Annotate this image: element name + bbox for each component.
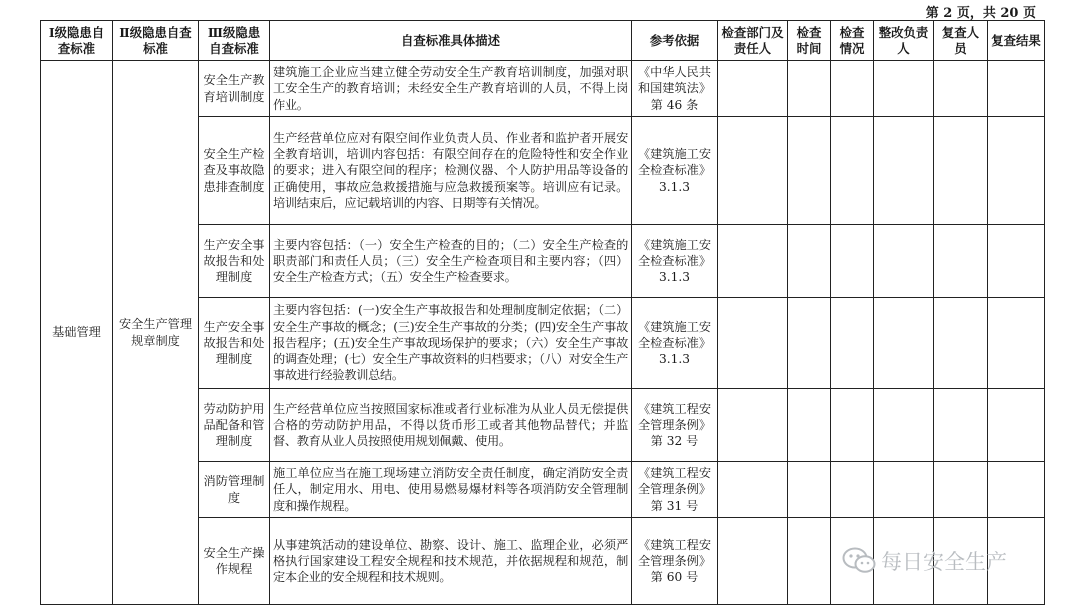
result-cell (988, 462, 1045, 518)
level3-cell: 消防管理制度 (199, 462, 270, 518)
description-cell: 建筑施工企业应当建立健全劳动安全生产教育培训制度，加强对职工安全生产的教育培训；未经安全生产教育培训的人员，不得上岗作业。 (270, 61, 632, 117)
time-cell (788, 117, 831, 225)
header-row (41, 21, 1045, 61)
description-cell: 生产经营单位应对有限空间作业负责人员、作业者和监护者开展安全教育培训，培训内容包括：有限空间存在的危险特性和安全作业的要求；进入有限空间的程序；检测仪器、个人防护用品等设备的正确使用，事故应急救援措施与应急救援预案等。培训应有记录。培训结束后，应记载培训的内容、日期等有关情况。 (270, 117, 632, 225)
header-dept: 检查部门及责任人 (718, 21, 788, 61)
reviewer-cell (934, 117, 988, 225)
status-cell (831, 462, 874, 518)
result-cell (988, 225, 1045, 298)
header-level1: Ⅰ级隐患自查标准 (41, 21, 113, 61)
result-cell (988, 298, 1045, 389)
level3-cell: 劳动防护用品配备和管理制度 (199, 389, 270, 462)
dept-cell (718, 117, 788, 225)
level2-cell: 安全生产管理规章制度 (113, 61, 199, 605)
status-cell (831, 61, 874, 117)
status-cell (831, 518, 874, 605)
header-result: 复查结果 (988, 21, 1045, 61)
header-rectify: 整改负责人 (874, 21, 934, 61)
time-cell (788, 225, 831, 298)
reference-cell: 《建筑施工安全检查标准》3.1.3 (632, 298, 718, 389)
reference-cell: 《建筑施工安全检查标准》3.1.3 (632, 117, 718, 225)
header-reference: 参考依据 (632, 21, 718, 61)
header-time: 检查时间 (788, 21, 831, 61)
reviewer-cell (934, 389, 988, 462)
header-description: 自查标准具体描述 (270, 21, 632, 61)
time-cell (788, 462, 831, 518)
level3-cell: 安全生产操作规程 (199, 518, 270, 605)
description-cell: 生产经营单位应当按照国家标准或者行业标准为从业人员无偿提供合格的劳动防护用品，不得以货币形工或者其他物品替代；并监督、教育从业人员按照使用规划佩戴、使用。 (270, 389, 632, 462)
reviewer-cell (934, 462, 988, 518)
time-cell (788, 518, 831, 605)
page-number: 第 2 页，共 20 页 (925, 6, 1036, 21)
description-cell: 施工单位应当在施工现场建立消防安全责任制度，确定消防安全责任人，制定用水、用电、使用易燃易爆材料等各项消防安全管理制度和操作规程。 (270, 462, 632, 518)
level3-cell: 安全生产检查及事故隐患排查制度 (199, 117, 270, 225)
rectify-cell (874, 298, 934, 389)
rectify-cell (874, 225, 934, 298)
reviewer-cell (934, 61, 988, 117)
header-level3: Ⅲ级隐患自查标准 (199, 21, 270, 61)
level3-cell: 生产安全事故报告和处理制度 (199, 298, 270, 389)
status-cell (831, 298, 874, 389)
dept-cell (718, 298, 788, 389)
level3-cell: 生产安全事故报告和处理制度 (199, 225, 270, 298)
rectify-cell (874, 389, 934, 462)
reference-cell: 《建筑工程安全管理条例》第 60 号 (632, 518, 718, 605)
dept-cell (718, 389, 788, 462)
time-cell (788, 298, 831, 389)
description-cell: 从事建筑活动的建设单位、勘察、设计、施工、监理企业，必须严格执行国家建设工程安全规程和技术规范，并依据规程和规范，制定本企业的安全规程和技术规则。 (270, 518, 632, 605)
hazard-checklist-table (40, 20, 1045, 605)
rectify-cell (874, 61, 934, 117)
description-cell: 主要内容包括：(一)安全生产事故报告和处理制度制定依据；（二）安全生产事故的概念；(三)安全生产事故的分类；(四)安全生产事故报告程序；(五)安全生产事故现场保护的要求；（六）安全生产事故的调查处理；(七）安全生产事故资料的归档要求；（八）对安全生产事故进行经验教训总结。 (270, 298, 632, 389)
header-reviewer: 复查人员 (934, 21, 988, 61)
dept-cell (718, 225, 788, 298)
result-cell (988, 389, 1045, 462)
time-cell (788, 389, 831, 462)
reference-cell: 《中华人民共和国建筑法》第 46 条 (632, 61, 718, 117)
status-cell (831, 117, 874, 225)
result-cell (988, 518, 1045, 605)
time-cell (788, 61, 831, 117)
status-cell (831, 389, 874, 462)
description-cell: 主要内容包括：（一）安全生产检查的目的；（二）安全生产检查的职责部门和责任人员；（三）安全生产检查项目和主要内容；（四）安全生产检查方式；（五）安全生产检查要求。 (270, 225, 632, 298)
level3-cell: 安全生产教育培训制度 (199, 61, 270, 117)
table-row (41, 61, 1045, 117)
reviewer-cell (934, 225, 988, 298)
reference-cell: 《建筑施工安全检查标准》3.1.3 (632, 225, 718, 298)
status-cell (831, 225, 874, 298)
reviewer-cell (934, 298, 988, 389)
level1-cell: 基础管理 (41, 61, 113, 605)
watermark-text: 每日安全生产 (881, 550, 1007, 574)
rectify-cell (874, 518, 934, 605)
dept-cell (718, 61, 788, 117)
reference-cell: 《建筑工程安全管理条例》第 32 号 (632, 389, 718, 462)
result-cell (988, 61, 1045, 117)
reference-cell: 《建筑工程安全管理条例》第 31 号 (632, 462, 718, 518)
dept-cell (718, 518, 788, 605)
result-cell (988, 117, 1045, 225)
header-level2: Ⅱ级隐患自查标准 (113, 21, 199, 61)
header-status: 检查情况 (831, 21, 874, 61)
dept-cell (718, 462, 788, 518)
reviewer-cell (934, 518, 988, 605)
rectify-cell (874, 462, 934, 518)
rectify-cell (874, 117, 934, 225)
